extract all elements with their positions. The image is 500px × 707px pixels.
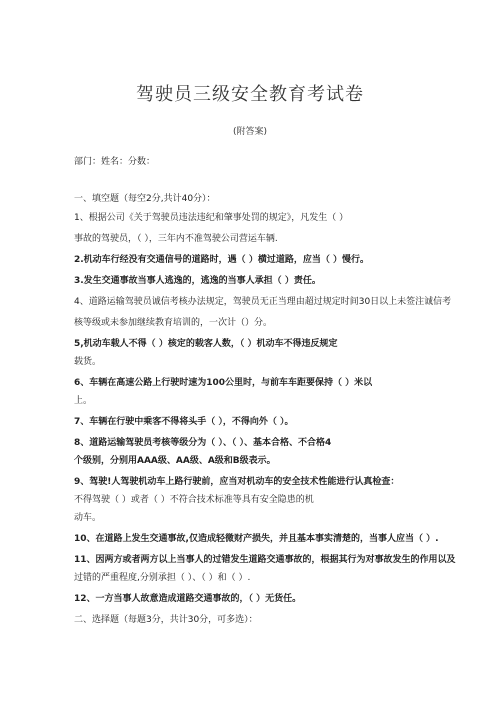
page-title: 驾驶员三级安全教育考试卷 bbox=[136, 84, 364, 105]
question-12: 12、一方当事人故意造成道路交通事故的，（ ）无货任。 bbox=[74, 594, 302, 604]
question-8-line-1: 8、道路运输驾驶员考核等级分为（ ）、（ ）、基本合格、不合格4 bbox=[74, 438, 332, 448]
question-7: 7、车辆在行驶中乘客不得将头手（ ），不得向外（ ）。 bbox=[74, 417, 294, 427]
question-9-line-3: 动车。 bbox=[74, 513, 102, 523]
question-4-line-2: 核等级或未参加继续教育培训的，一次计（）分。 bbox=[74, 318, 273, 328]
question-11-line-1: 11、因两方或者两方以上当事人的过错发生道路交通事故的，根据其行为对事故发生的作用以及 bbox=[74, 555, 456, 565]
question-6-line-1: 6、车辆在高速公路上行驶时速为100公里时，与前车车距要保持（ ）米以 bbox=[74, 378, 373, 388]
question-11-line-2: 过错的严重程度,分别承担（ ）、（ ）和（ ）. bbox=[74, 573, 251, 583]
question-1-line-2: 事故的驾驶员，（ ），三年内不准驾驶公司营运车辆. bbox=[74, 234, 278, 244]
question-5-line-1: 5,机动车载人不得（ ）核定的载客人数，（ ）机动车不得违反规定 bbox=[74, 339, 338, 349]
question-1-line-1: 1、根据公司《关于驾驶员违法违纪和肇事处罚的规定》，凡发生（ ） bbox=[74, 213, 349, 223]
section-choice-heading: 二、选择题（每题3分，共计30分，可多选）： bbox=[74, 615, 258, 625]
question-2: 2.机动车行经没有交通信号的道路时，遇（ ）横过道路，应当（ ）慢行。 bbox=[74, 255, 369, 265]
question-3: 3.发生交通事故当事人逃逸的，逃逸的当事人承担（ ）责任。 bbox=[74, 276, 321, 286]
question-6-line-2: 上。 bbox=[74, 396, 93, 406]
page-subtitle: (附答案) bbox=[232, 127, 268, 137]
dept-name-score-line: 部门：姓名：分数： bbox=[74, 157, 156, 167]
section-fill-in-heading: 一、填空题（每空2分,共计40分）： bbox=[74, 194, 216, 204]
question-4-line-1: 4、道路运输驾驶员诚信考核办法规定，驾驶员无正当理由超过规定时间30日以上未签注诚信考 bbox=[74, 297, 452, 307]
question-8-line-2: 个级别，分别用AAA级、AA级、A级和B级表示。 bbox=[74, 456, 276, 466]
question-9-line-1: 9、驾驶!人驾驶机动车上路行驶前，应当对机动车的安全技术性能进行认真检查： bbox=[74, 477, 400, 487]
question-10: 10、在道路上发生交通事故,仅造成轻微财产损失，并且基本事实清楚的，当事人应当（ ）. bbox=[74, 534, 439, 544]
question-9-line-2: 不得驾驶（ ）或者（ ）不符合技术标准等具有安全隐患的机 bbox=[74, 495, 314, 505]
question-5-line-2: 载货。 bbox=[74, 357, 102, 367]
